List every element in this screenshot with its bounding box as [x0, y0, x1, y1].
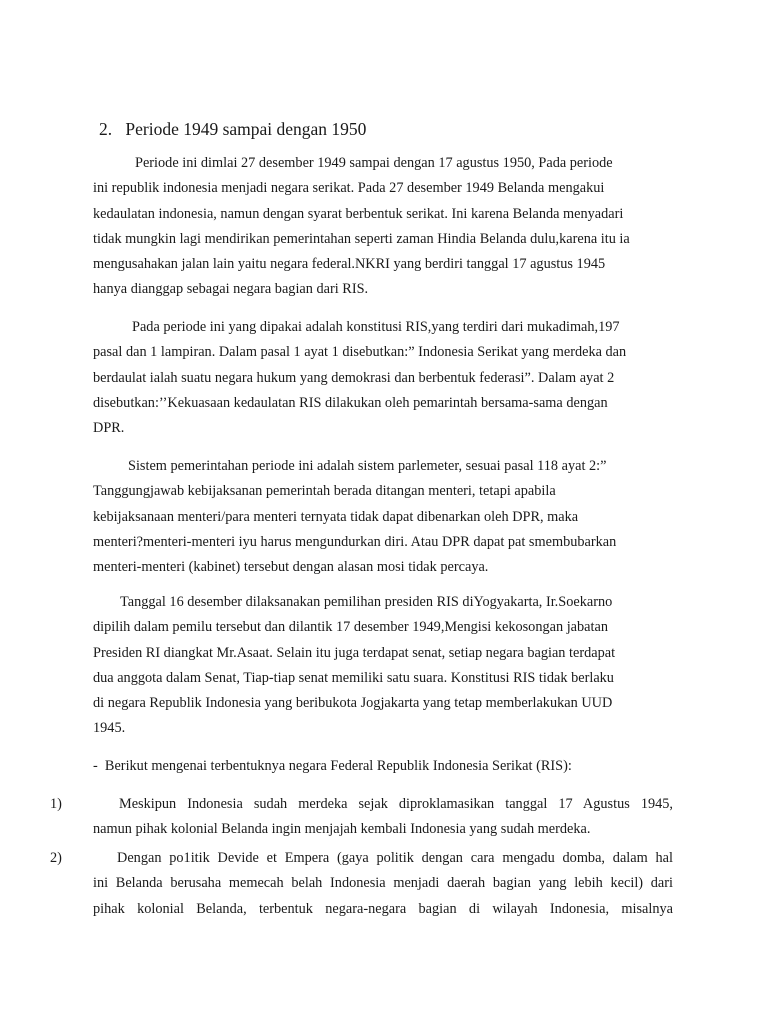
- paragraph-4: [93, 590, 673, 742]
- paragraph-line: Sistem pemerintahan periode ini adalah sistem parlemeter, sesuai pasal 118 ayat 2:”: [128, 458, 607, 474]
- paragraph-line: pasal dan 1 lampiran. Dalam pasal 1 ayat 1 disebutkan:” Indonesia Serikat yang merdeka dan: [93, 344, 627, 361]
- paragraph-line: disebutkan:’’Kekuasaan kedaulatan RIS dilakukan oleh pemarintah bersama-sama dengan: [93, 394, 608, 411]
- paragraph-line: Periode ini dimlai 27 desember 1949 sampai dengan 17 agustus 1950, Pada periode: [135, 155, 613, 171]
- paragraph-line: kebijaksanaan menteri/para menteri ternyata tidak dapat dibenarkan oleh DPR, maka: [93, 508, 579, 525]
- paragraph-line: hanya dianggap sebagai negara bagian dari RIS.: [93, 281, 369, 298]
- paragraph-line: Tanggal 16 desember dilaksanakan pemilihan presiden RIS diYogyakarta, Ir.Soekarno: [120, 594, 613, 610]
- paragraph-line: Tanggungjawab kebijaksanan pemerintah berada ditangan menteri, tetapi apabila: [93, 483, 556, 500]
- list-number-1: 1): [50, 796, 62, 812]
- bullet-marker: -: [93, 758, 98, 774]
- paragraph-line: ini republik indonesia menjadi negara serikat. Pada 27 desember 1949 Belanda mengakui: [93, 180, 605, 197]
- paragraph-line: dua anggota dalam Senat, Tiap-tiap senat memiliki satu suara. Konstitusi RIS tidak berlaku: [93, 669, 614, 686]
- section-heading: [99, 119, 366, 140]
- paragraph-1: [93, 151, 673, 303]
- paragraph-3: [93, 454, 673, 580]
- paragraph-line: berdaulat ialah suatu negara hukum yang demokrasi dan berbentuk federasi”. Dalam ayat 2: [93, 369, 615, 386]
- paragraph-line: kedaulatan indonesia, namun dengan syarat berbentuk serikat. Ini karena Belanda menyadari: [93, 205, 624, 222]
- list-item-line: Meskipun Indonesia sudah merdeka sejak diproklamasikan tanggal 17 Agustus 1945,: [119, 796, 673, 812]
- list-number-2: 2): [50, 850, 62, 866]
- list-item-2: [93, 846, 673, 922]
- paragraph-line: Presiden RI diangkat Mr.Asaat. Selain itu juga terdapat senat, setiap negara bagian terdapat: [93, 644, 616, 661]
- list-item-line: namun pihak kolonial Belanda ingin menjajah kembali Indonesia yang sudah merdeka.: [93, 821, 591, 838]
- section-number: 2.: [99, 119, 113, 139]
- list-item-line: Dengan po1itik Devide et Empera (gaya politik dengan cara mengadu domba, dalam hal: [117, 850, 673, 866]
- paragraph-line: mengusahakan jalan lain yaitu negara federal.NKRI yang berdiri tanggal 17 agustus 1945: [93, 256, 606, 273]
- paragraph-2: [93, 315, 673, 441]
- paragraph-line: di negara Republik Indonesia yang beribukota Jogjakarta yang tetap memberlakukan UUD: [93, 695, 613, 712]
- list-item-1: [93, 792, 673, 843]
- list-item-line: ini Belanda berusaha memecah belah Indonesia menjadi daerah bagian yang lebih kecil) dari: [93, 875, 673, 892]
- paragraph-line: Pada periode ini yang dipakai adalah konstitusi RIS,yang terdiri dari mukadimah,197: [132, 319, 620, 335]
- bullet-item: [93, 754, 673, 779]
- section-title: Periode 1949 sampai dengan 1950: [125, 119, 367, 139]
- bullet-text: Berikut mengenai terbentuknya negara Federal Republik Indonesia Serikat (RIS):: [104, 758, 572, 774]
- paragraph-line: menteri?menteri-menteri iyu harus mengundurkan diri. Atau DPR dapat pat smembubarkan: [93, 533, 617, 550]
- paragraph-line: DPR.: [93, 420, 125, 437]
- paragraph-line: 1945.: [93, 720, 126, 737]
- paragraph-line: menteri-menteri (kabinet) tersebut dengan alasan mosi tidak percaya.: [93, 559, 489, 576]
- list-item-line: pihak kolonial Belanda, terbentuk negara-negara bagian di wilayah Indonesia, misalnya: [93, 900, 673, 917]
- paragraph-line: tidak mungkin lagi mendirikan pemerintahan seperti zaman Hindia Belanda dulu,karena itu ia: [93, 230, 630, 247]
- paragraph-line: dipilih dalam pemilu tersebut dan dilantik 17 desember 1949,Mengisi kekosongan jabatan: [93, 619, 608, 636]
- bullet-line: [93, 754, 673, 779]
